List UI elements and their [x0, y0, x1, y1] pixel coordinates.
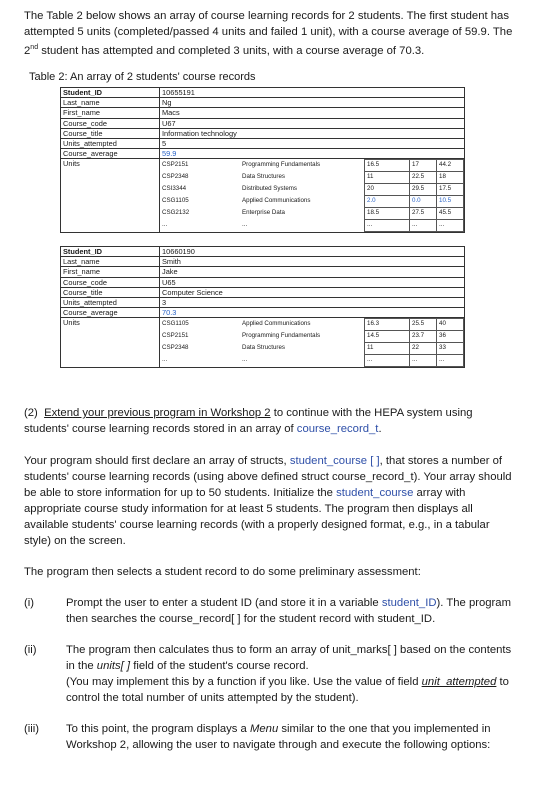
- unit-name-cell: Distributed Systems: [242, 184, 298, 192]
- unit-name-cell: Data Structures: [242, 172, 285, 180]
- unit-code-cell: CSI3344: [162, 184, 187, 192]
- student-record-table-1: Student_ID 10655191 Last_name Ng First_name Macs Course_code U67 Course_title Information technology Units_attempted 5 Course_average 59.9 Units CSP2151 Programming Fundamentals 16.5 17 44.2 CSP2348 Data Structures 11 22.5 18 CSI3344 Distributed Systems 20 29.5 17.5 CSG1105 Applied Communications 2.0 0.0 10.5 CSG2132 Enterprise Data 18.5 27.5 45.5 ... ... ... ... ...: [60, 87, 465, 233]
- unit-row: [160, 160, 464, 172]
- unit-row: [160, 343, 464, 355]
- unit-b-cell: 22: [410, 343, 437, 355]
- unit-name-cell: Applied Communications: [242, 319, 311, 327]
- unit-name-cell: Enterprise Data: [242, 208, 285, 216]
- unit-b-cell: 0.0: [410, 196, 437, 208]
- unit-row: [160, 355, 464, 367]
- unit-c-cell: 40: [437, 319, 464, 331]
- unit-c-cell: 17.5: [437, 184, 464, 196]
- unit-a-cell: ...: [365, 355, 410, 367]
- unit-b-cell: ...: [410, 220, 437, 232]
- unit-code-cell: ...: [162, 220, 168, 228]
- unit-code-cell: CSG2132: [162, 208, 190, 216]
- unit-c-cell: ...: [437, 220, 464, 232]
- unit-a-cell: ...: [365, 220, 410, 232]
- unit-c-cell: 33: [437, 343, 464, 355]
- unit-name-cell: Applied Communications: [242, 196, 311, 204]
- unit-a-cell: 18.5: [365, 208, 410, 220]
- unit-row: [160, 184, 464, 196]
- unit-code-cell: CSP2348: [162, 343, 189, 351]
- unit-c-cell: 18: [437, 172, 464, 184]
- unit-c-cell: ...: [437, 355, 464, 367]
- unit-name-cell: ...: [242, 355, 248, 363]
- unit-a-cell: 16.5: [365, 160, 410, 172]
- unit-row: [160, 172, 464, 184]
- unit-a-cell: 11: [365, 172, 410, 184]
- table-caption: Table 2: An array of 2 students' course records: [29, 71, 256, 83]
- unit-name-cell: Programming Fundamentals: [242, 331, 321, 339]
- unit-code-cell: CSG1105: [162, 319, 189, 327]
- units-table-1: [160, 159, 464, 232]
- unit-code-cell: ...: [162, 355, 168, 363]
- unit-name-cell: ...: [242, 220, 248, 228]
- unit-row: [160, 208, 464, 220]
- unit-code-cell: CSP2151: [162, 331, 189, 339]
- unit-code-cell: CSP2151: [162, 160, 189, 168]
- unit-c-cell: 44.2: [437, 160, 464, 172]
- unit-a-cell: 11: [365, 343, 410, 355]
- unit-row: [160, 331, 464, 343]
- unit-code-cell: CSP2348: [162, 172, 189, 180]
- unit-a-cell: 14.5: [365, 331, 410, 343]
- unit-b-cell: 29.5: [410, 184, 437, 196]
- declare-array-paragraph: Your program should first declare an array of structs, student_course [ ], that stores a number of students' course learning records (using above defined struct course_record_t). Your array should be able to store information for up to 50 students. Initialize the student_course array with appropriate course study information for at least 5 students. The program then displays all available students' course learning records (with a properly designed format, e.g., in a tabular style) on the screen.: [24, 455, 512, 547]
- section-2-heading: (2) Extend your previous program in Workshop 2 to continue with the HEPA system using students' course learning records stored in an array of course_record_t.: [24, 407, 473, 435]
- unit-code-cell: CSG1105: [162, 196, 189, 204]
- unit-c-cell: 36: [437, 331, 464, 343]
- unit-name-cell: Programming Fundamentals: [242, 160, 321, 168]
- unit-row: [160, 319, 464, 331]
- intro-paragraph: The Table 2 below shows an array of course learning records for 2 students. The first student has attempted 5 units (completed/passed 4 units and failed 1 unit), with a course average of 59.9. The 2nd student has attempted and completed 3 units, with a course average of 70.3.: [24, 10, 513, 57]
- student-record-table-2: Student_ID 10660190 Last_name Smith First_name Jake Course_code U65 Course_title Computer Science Units_attempted 3 Course_average 70.3 Units CSG1105 Applied Communications 16.3 25.5 40 CSP2151 Programming Fundamentals 14.5 23.7 36 CSP2348 Data Structures 11 22 33 ... ... ... ... ...: [60, 246, 465, 368]
- unit-a-cell: 2.0: [365, 196, 410, 208]
- unit-row: [160, 220, 464, 232]
- unit-a-cell: 20: [365, 184, 410, 196]
- unit-name-cell: Data Structures: [242, 343, 285, 351]
- workshop-2-link[interactable]: Extend your previous program in Workshop 2: [44, 407, 271, 419]
- unit-b-cell: 22.5: [410, 172, 437, 184]
- unit-b-cell: 25.5: [410, 319, 437, 331]
- unit-b-cell: ...: [410, 355, 437, 367]
- unit-a-cell: 16.3: [365, 319, 410, 331]
- unit-b-cell: 27.5: [410, 208, 437, 220]
- unit-c-cell: 45.5: [437, 208, 464, 220]
- unit-b-cell: 23.7: [410, 331, 437, 343]
- select-record-paragraph: The program then selects a student record to do some preliminary assessment:: [24, 566, 421, 578]
- unit-row: [160, 196, 464, 208]
- unit-c-cell: 10.5: [437, 196, 464, 208]
- units-table-2: [160, 318, 464, 367]
- unit-b-cell: 17: [410, 160, 437, 172]
